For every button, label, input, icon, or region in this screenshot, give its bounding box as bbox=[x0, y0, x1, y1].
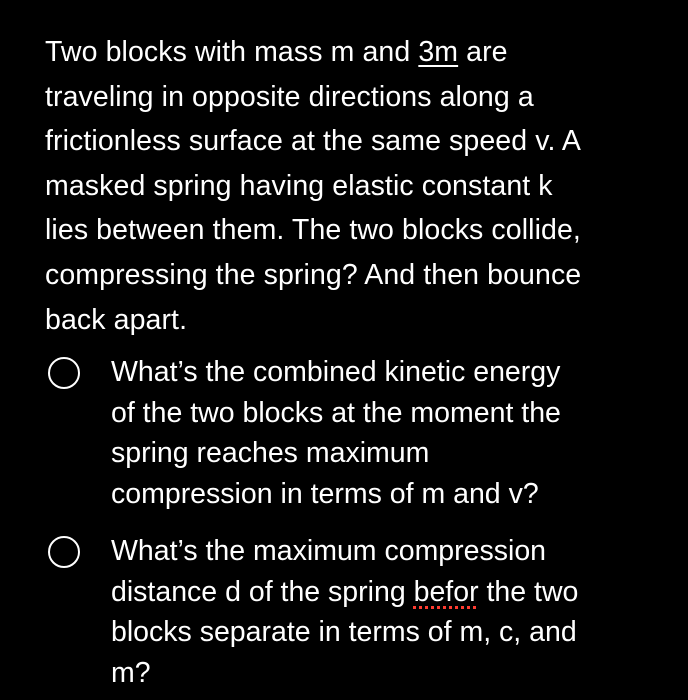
question-text bbox=[45, 30, 665, 342]
option-line: m? bbox=[111, 656, 151, 689]
option-line: spring reaches maximum bbox=[111, 437, 430, 469]
question-line: back apart. bbox=[45, 303, 188, 336]
radio-button-option-1[interactable] bbox=[48, 357, 80, 389]
option-line: compression in terms of m and v? bbox=[111, 477, 539, 510]
question-line: masked spring having elastic constant k bbox=[45, 169, 553, 202]
question-line: frictionless surface at the same speed v. A bbox=[45, 125, 582, 158]
option-1-text bbox=[111, 352, 671, 514]
underlined-term: 3m bbox=[418, 36, 459, 68]
question-line: traveling in opposite directions along a bbox=[45, 80, 534, 113]
misspelled-word[interactable]: befor bbox=[413, 575, 479, 608]
option-line: of the two blocks at the moment the bbox=[111, 396, 561, 429]
option-line: distance d of the spring befor the two bbox=[111, 575, 579, 608]
question-line: compressing the spring? And then bounce bbox=[45, 258, 582, 291]
option-line: What’s the combined kinetic energy bbox=[111, 356, 561, 388]
option-2-text bbox=[111, 531, 671, 693]
question-line: Two blocks with mass m and 3m are bbox=[45, 36, 508, 68]
question-line: lies between them. The two blocks collide, bbox=[45, 214, 581, 247]
radio-button-option-2[interactable] bbox=[48, 536, 80, 568]
option-line: What’s the maximum compression bbox=[111, 535, 547, 567]
option-line: blocks separate in terms of m, c, and bbox=[111, 616, 577, 648]
